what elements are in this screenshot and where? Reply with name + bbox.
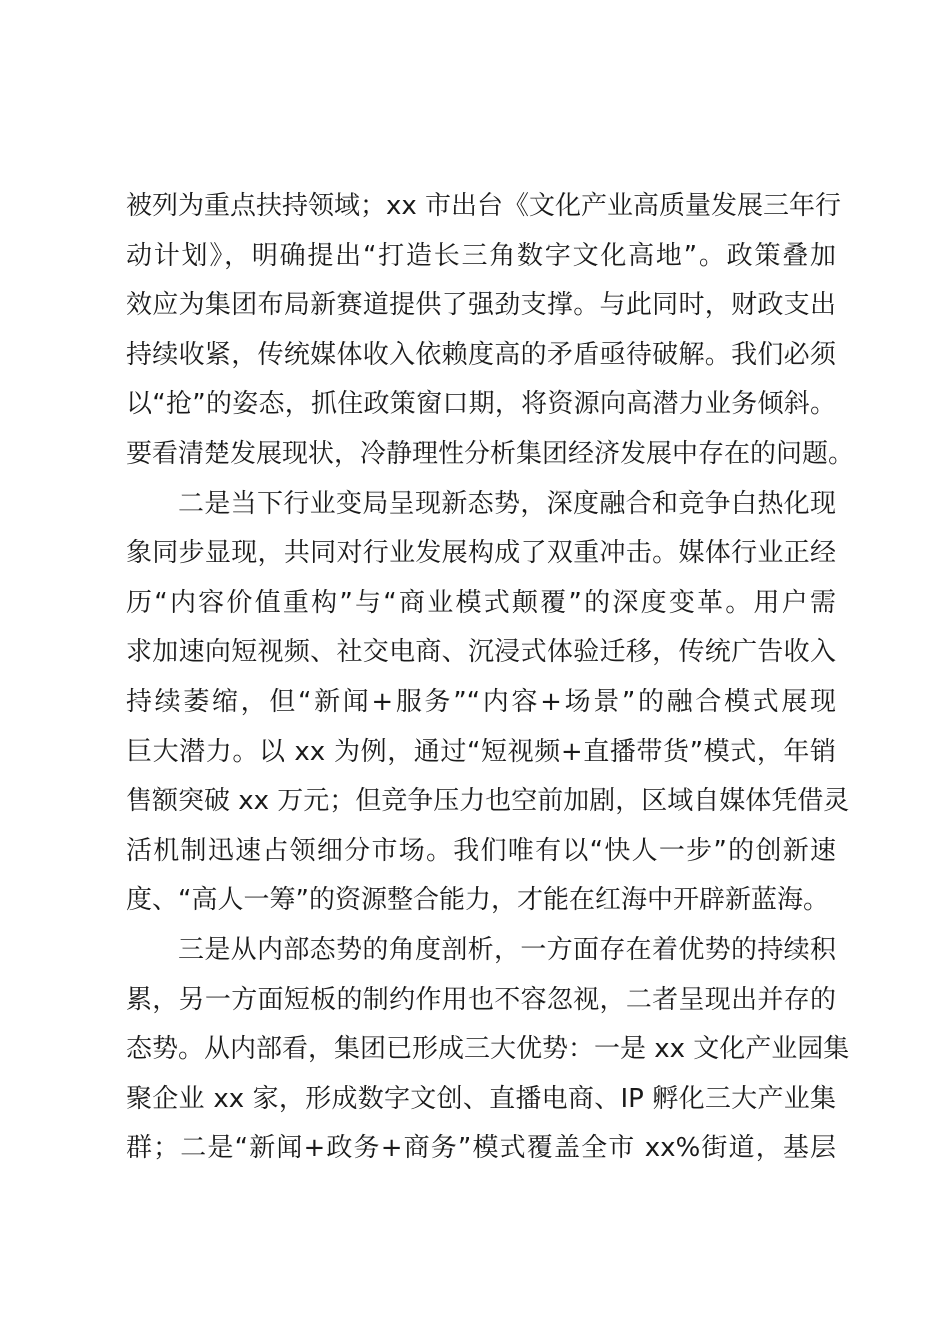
text-line: 群；二是“新闻+政务+商务”模式覆盖全市 xx%街道，基层 [126, 1133, 836, 1164]
text-line: 聚企业 xx 家，形成数字文创、直播电商、IP 孵化三大产业集 [126, 1083, 836, 1114]
paragraph-start-line: 三是从内部态势的角度剖析，一方面存在着优势的持续积 [178, 934, 836, 965]
text-line: 历“内容价值重构”与“商业模式颠覆”的深度变革。用户需 [126, 587, 836, 618]
text-line: 以“抢”的姿态，抓住政策窗口期，将资源向高潜力业务倾斜。 [126, 389, 836, 420]
text-line: 态势。从内部看，集团已形成三大优势：一是 xx 文化产业园集 [126, 1034, 850, 1065]
text-line: 持续萎缩，但“新闻+服务”“内容+场景”的融合模式展现 [126, 686, 836, 717]
text-line: 巨大潜力。以 xx 为例，通过“短视频+直播带货”模式，年销 [126, 736, 836, 767]
text-line: 象同步显现，共同对行业发展构成了双重冲击。媒体行业正经 [126, 538, 836, 569]
text-line: 持续收紧，传统媒体收入依赖度高的矛盾亟待破解。我们必须 [126, 339, 836, 370]
text-line: 动计划》，明确提出“打造长三角数字文化高地”。政策叠加 [126, 240, 836, 271]
text-line: 度、“高人一筹”的资源整合能力，才能在红海中开辟新蓝海。 [126, 885, 829, 916]
text-line: 效应为集团布局新赛道提供了强劲支撑。与此同时，财政支出 [126, 290, 836, 321]
text-line: 被列为重点扶持领域；xx 市出台《文化产业高质量发展三年行 [126, 191, 842, 221]
text-line: 售额突破 xx 万元；但竞争压力也空前加剧，区域自媒体凭借灵 [126, 786, 850, 817]
paragraph-start-line: 二是当下行业变局呈现新态势，深度融合和竞争白热化现 [178, 488, 836, 519]
text-line: 活机制迅速占领细分市场。我们唯有以“快人一步”的创新速 [126, 835, 836, 866]
text-line: 求加速向短视频、社交电商、沉浸式体验迁移，传统广告收入 [126, 637, 836, 668]
text-line: 累，另一方面短板的制约作用也不容忽视，二者呈现出并存的 [126, 984, 836, 1015]
body-text [126, 182, 855, 1174]
text-line: 要看清楚发展现状，冷静理性分析集团经济发展中存在的问题。 [126, 438, 855, 469]
